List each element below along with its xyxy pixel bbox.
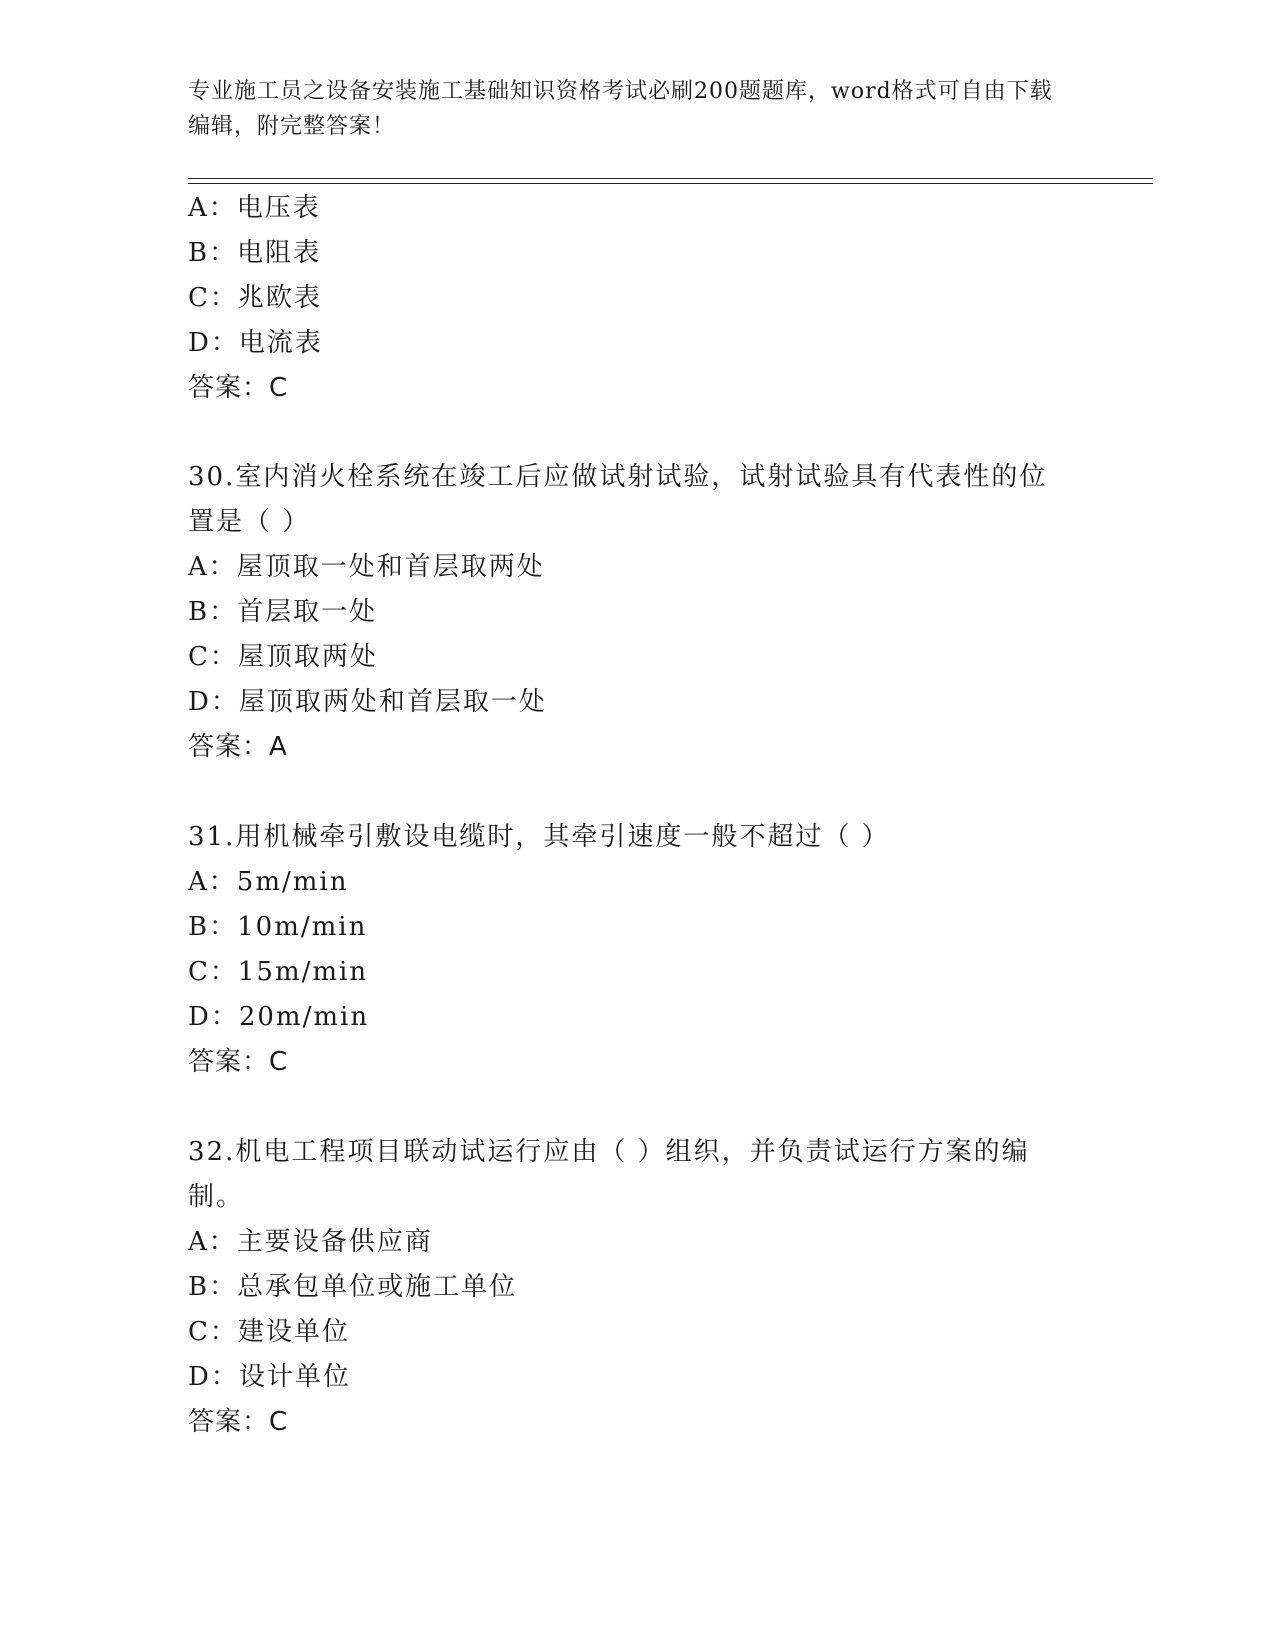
option-c: C：15m/min: [188, 957, 369, 987]
option-b: B：电阻表: [188, 238, 322, 268]
option-b: B：首层取一处: [188, 597, 378, 627]
option-a: A：电压表: [188, 193, 321, 223]
answer: 答案：C: [188, 373, 289, 403]
option-a: A：主要设备供应商: [188, 1227, 433, 1257]
option-b: B：总承包单位或施工单位: [188, 1272, 518, 1302]
header-divider-top: [188, 178, 1153, 179]
answer: 答案：A: [188, 732, 288, 762]
option-d: D：20m/min: [188, 1002, 370, 1032]
answer: 答案：C: [188, 1047, 289, 1077]
question-stem: 30.室内消火栓系统在竣工后应做试射试验，试射试验具有代表性的位: [188, 462, 1048, 492]
option-c: C：建设单位: [188, 1317, 350, 1347]
option-d: D：设计单位: [188, 1362, 351, 1392]
question-stem: 32.机电工程项目联动试运行应由（ ）组织，并负责试运行方案的编: [188, 1137, 1030, 1167]
question-stem-continued: 制。: [188, 1182, 245, 1212]
option-c: C：屋顶取两处: [188, 642, 378, 672]
question-stem-continued: 置是（ ）: [188, 507, 311, 537]
header-divider-bottom: [188, 183, 1153, 184]
option-c: C：兆欧表: [188, 283, 322, 313]
option-d: D：屋顶取两处和首层取一处: [188, 687, 547, 717]
option-b: B：10m/min: [188, 912, 368, 942]
option-a: A：屋顶取一处和首层取两处: [188, 552, 545, 582]
option-a: A：5m/min: [188, 867, 349, 897]
answer: 答案：C: [188, 1407, 289, 1437]
document-header: 专业施工员之设备安装施工基础知识资格考试必刷200题题库，word格式可自由下载编辑，附完整答案！: [188, 79, 1053, 139]
question-stem: 31.用机械牵引敷设电缆时，其牵引速度一般不超过（ ）: [188, 822, 890, 852]
option-d: D：电流表: [188, 328, 323, 358]
